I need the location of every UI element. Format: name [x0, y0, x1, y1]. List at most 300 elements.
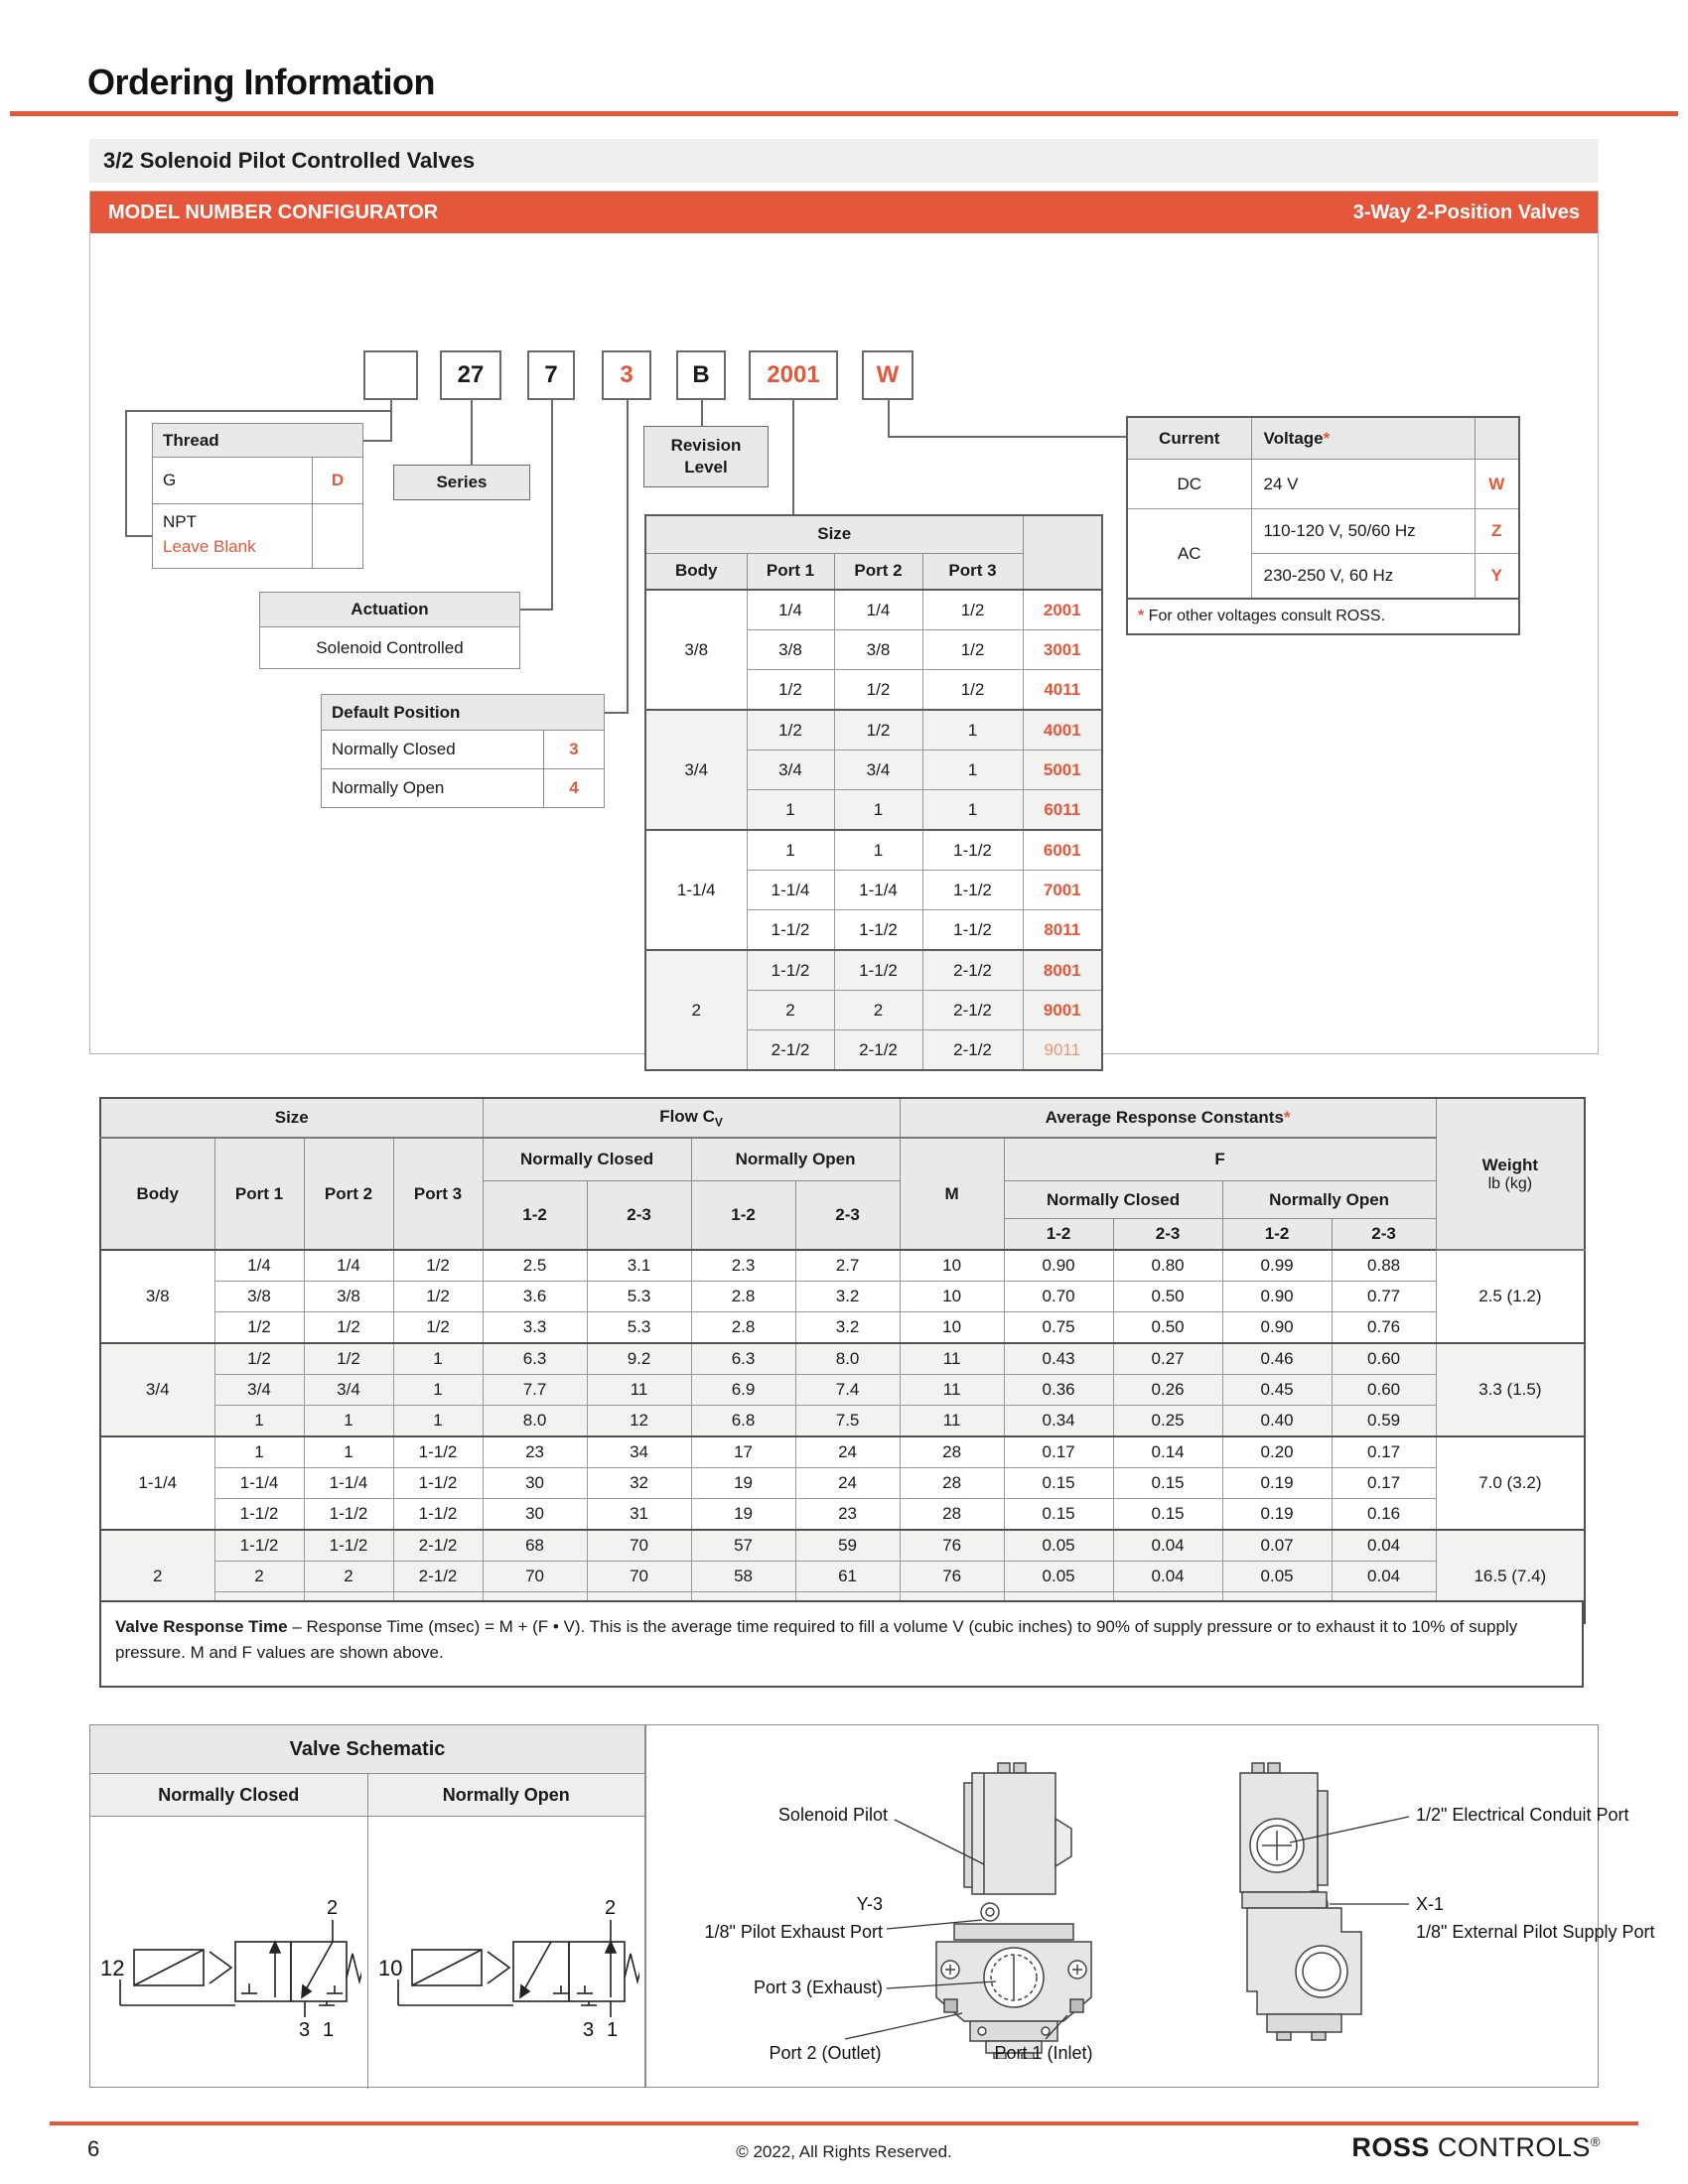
- current-cell: DC: [1127, 460, 1251, 509]
- spec-value-cell: 10: [900, 1250, 1004, 1282]
- port-size-cell: 1/2: [834, 710, 922, 751]
- spec-value-cell: 0.50: [1113, 1312, 1222, 1344]
- spec-subheader: 1-2: [1222, 1219, 1332, 1251]
- spec-value-cell: 6.3: [691, 1343, 795, 1375]
- spec-value-cell: 2.7: [795, 1250, 900, 1282]
- code-box-size: 2001: [749, 350, 838, 400]
- port-1-label: 1: [607, 2019, 619, 2041]
- port-size-cell: 1: [922, 790, 1023, 831]
- spec-value-cell: 3/8: [214, 1282, 304, 1312]
- spec-header-flow-no: Normally Open: [691, 1138, 900, 1181]
- spec-value-cell: 0.43: [1004, 1343, 1113, 1375]
- spec-value-cell: 1-1/2: [393, 1468, 483, 1499]
- spec-value-cell: 0.50: [1113, 1282, 1222, 1312]
- spec-value-cell: 0.15: [1113, 1468, 1222, 1499]
- spec-value-cell: 0.15: [1004, 1468, 1113, 1499]
- spec-value-cell: 30: [483, 1468, 587, 1499]
- spec-value-cell: 0.76: [1332, 1312, 1436, 1344]
- code-box-default-position: 3: [602, 350, 651, 400]
- spec-value-cell: 28: [900, 1499, 1004, 1531]
- spec-value-cell: 76: [900, 1530, 1004, 1562]
- valve-drawings-panel: [645, 1724, 1655, 2088]
- spec-value-cell: 3.2: [795, 1282, 900, 1312]
- spec-value-cell: 0.25: [1113, 1406, 1222, 1437]
- spec-value-cell: 1/2: [214, 1312, 304, 1344]
- spec-value-cell: 0.20: [1222, 1436, 1332, 1468]
- port-size-cell: 2-1/2: [922, 950, 1023, 991]
- spec-value-cell: 0.04: [1113, 1562, 1222, 1592]
- spec-value-cell: 6.8: [691, 1406, 795, 1437]
- current-cell: AC: [1127, 509, 1251, 600]
- spec-value-cell: 0.07: [1222, 1530, 1332, 1562]
- size-col-header: Port 1: [747, 553, 834, 590]
- port-size-cell: 1-1/2: [834, 910, 922, 951]
- size-col-header: Port 2: [834, 553, 922, 590]
- spec-value-cell: 1/4: [214, 1250, 304, 1282]
- spec-value-cell: 17: [691, 1436, 795, 1468]
- port-size-cell: 1/4: [747, 590, 834, 630]
- thread-option: [153, 504, 312, 568]
- port-3-label: 3: [299, 2019, 311, 2041]
- schematic-title: Valve Schematic: [90, 1725, 644, 1774]
- configurator-subtitle: 3-Way 2-Position Valves: [1352, 201, 1580, 223]
- spec-subheader: 1-2: [483, 1181, 587, 1251]
- schematic-divider: [367, 1815, 368, 2089]
- model-number-cell: 3001: [1023, 630, 1102, 670]
- code-box-thread: [363, 350, 418, 400]
- body-size-cell: 2: [645, 950, 747, 1070]
- connector-line: [888, 436, 1126, 438]
- spec-value-cell: 2-1/2: [393, 1530, 483, 1562]
- spec-row: [100, 1406, 1585, 1437]
- spec-value-cell: 32: [587, 1468, 691, 1499]
- spec-value-cell: 76: [900, 1562, 1004, 1592]
- callout-port3: Port 3 (Exhaust): [753, 1978, 883, 1997]
- spec-value-cell: 0.90: [1222, 1312, 1332, 1344]
- callout-port2: Port 2 (Outlet): [769, 2043, 882, 2063]
- connector-line: [471, 400, 473, 465]
- voltage-code-header: [1475, 417, 1519, 460]
- spec-value-cell: 0.05: [1222, 1562, 1332, 1592]
- model-number-cell: 5001: [1023, 751, 1102, 790]
- port-size-cell: 3/4: [834, 751, 922, 790]
- spec-value-cell: 0.15: [1113, 1499, 1222, 1531]
- spec-header-weight: [1436, 1098, 1585, 1250]
- spec-value-cell: 1/2: [393, 1282, 483, 1312]
- configurator-header: [90, 192, 1598, 233]
- connector-line: [605, 712, 629, 714]
- size-table-title: Size: [645, 515, 1023, 553]
- spec-body-cell: 3/4: [100, 1343, 214, 1436]
- weight-unit: lb (kg): [1487, 1174, 1533, 1192]
- port-size-cell: 3/8: [834, 630, 922, 670]
- spec-value-cell: 3.6: [483, 1282, 587, 1312]
- spec-value-cell: 24: [795, 1436, 900, 1468]
- copyright-text: © 2022, All Rights Reserved.: [736, 2142, 952, 2161]
- spec-value-cell: 0.99: [1222, 1250, 1332, 1282]
- code-box-revision: B: [676, 350, 726, 400]
- page-title: Ordering Information: [87, 62, 435, 102]
- port-size-cell: 1/4: [834, 590, 922, 630]
- port-size-cell: 3/8: [747, 630, 834, 670]
- thread-row-g: [153, 458, 362, 504]
- spec-value-cell: 3/4: [214, 1375, 304, 1406]
- voltage-table: [1126, 416, 1520, 635]
- spec-value-cell: 1-1/2: [393, 1436, 483, 1468]
- spec-value-cell: 8.0: [795, 1343, 900, 1375]
- spec-value-cell: 3/8: [304, 1282, 393, 1312]
- spec-value-cell: 28: [900, 1436, 1004, 1468]
- port-size-cell: 1-1/2: [922, 910, 1023, 951]
- port-size-cell: 2-1/2: [834, 1030, 922, 1071]
- size-table-row: [645, 830, 1102, 871]
- schematic-subheaders: [90, 1774, 644, 1817]
- model-configurator: [89, 191, 1599, 1059]
- thread-option-line2: Leave Blank: [163, 536, 256, 556]
- spec-value-cell: 70: [587, 1530, 691, 1562]
- spec-value-cell: 0.04: [1332, 1530, 1436, 1562]
- spec-weight-cell: 16.5 (7.4): [1436, 1530, 1585, 1623]
- spec-value-cell: 7.5: [795, 1406, 900, 1437]
- spec-value-cell: 3.1: [587, 1250, 691, 1282]
- spec-header-size: Size: [100, 1098, 483, 1138]
- code-box-voltage: W: [862, 350, 914, 400]
- flow-subscript: V: [714, 1115, 723, 1130]
- section-band: [89, 139, 1599, 183]
- port-2-label: 2: [605, 1897, 617, 1919]
- spec-value-cell: 0.34: [1004, 1406, 1113, 1437]
- spec-value-cell: 1/2: [214, 1343, 304, 1375]
- spec-value-cell: 0.05: [1004, 1530, 1113, 1562]
- spec-value-cell: 70: [483, 1562, 587, 1592]
- port-size-cell: 1: [834, 830, 922, 871]
- spec-header-m: M: [900, 1138, 1004, 1250]
- code-box-series: 27: [440, 350, 501, 400]
- spec-value-cell: 1-1/2: [304, 1530, 393, 1562]
- note-text: – Response Time (msec) = M + (F • V). This is the average time required to fill a volume V (cubic inches) to 90% of supply pressure or to exhaust it to 10% of supply pressure. M and F values are shown above.: [115, 1617, 1518, 1663]
- spec-value-cell: 11: [587, 1375, 691, 1406]
- callout-y3: Y-3: [856, 1894, 883, 1914]
- size-table-row: [645, 590, 1102, 630]
- spec-value-cell: 0.60: [1332, 1343, 1436, 1375]
- port-size-cell: 1/2: [834, 670, 922, 711]
- nc-schematic-diagram: [98, 1894, 361, 2043]
- connector-line: [520, 609, 553, 611]
- spec-value-cell: 1-1/2: [304, 1499, 393, 1531]
- thread-table: [152, 458, 363, 569]
- spec-value-cell: 8.0: [483, 1406, 587, 1437]
- spec-value-cell: 0.40: [1222, 1406, 1332, 1437]
- spec-value-cell: 0.80: [1113, 1250, 1222, 1282]
- port-size-cell: 1-1/2: [747, 950, 834, 991]
- spec-value-cell: 0.26: [1113, 1375, 1222, 1406]
- revision-line1: Revision: [670, 435, 742, 455]
- spec-value-cell: 0.70: [1004, 1282, 1113, 1312]
- size-table-row: [645, 710, 1102, 751]
- model-number-cell: 8011: [1023, 910, 1102, 951]
- spec-value-cell: 0.59: [1332, 1406, 1436, 1437]
- spec-value-cell: 28: [900, 1468, 1004, 1499]
- model-column-header: [1023, 515, 1102, 590]
- spec-row: [100, 1436, 1585, 1468]
- spec-value-cell: 0.17: [1332, 1436, 1436, 1468]
- revision-line2: Level: [684, 458, 728, 477]
- spec-subheader: 1-2: [691, 1181, 795, 1251]
- spec-subheader: 2-3: [1332, 1219, 1436, 1251]
- port-size-cell: 2: [834, 991, 922, 1030]
- model-number-cell: 2001: [1023, 590, 1102, 630]
- brand-regular: CONTROLS: [1429, 2132, 1591, 2162]
- spec-body-cell: 2: [100, 1530, 214, 1623]
- port-size-cell: 2: [747, 991, 834, 1030]
- spec-header-response: Average Response Constants*: [900, 1098, 1436, 1138]
- port-size-cell: 2-1/2: [747, 1030, 834, 1071]
- spec-value-cell: 0.46: [1222, 1343, 1332, 1375]
- port-size-cell: 1-1/4: [747, 871, 834, 910]
- port-size-cell: 1-1/2: [922, 830, 1023, 871]
- port-size-cell: 1-1/2: [834, 950, 922, 991]
- callout-pilot-exhaust: 1/8" Pilot Exhaust Port: [704, 1922, 883, 1942]
- no-schematic-diagram: [376, 1894, 639, 2043]
- spec-value-cell: 1: [393, 1375, 483, 1406]
- spec-value-cell: 0.90: [1004, 1250, 1113, 1282]
- spec-value-cell: 5.3: [587, 1312, 691, 1344]
- spec-value-cell: 1/2: [393, 1312, 483, 1344]
- spec-value-cell: 1: [393, 1343, 483, 1375]
- voltage-code-cell: W: [1475, 460, 1519, 509]
- spec-value-cell: 2.8: [691, 1312, 795, 1344]
- voltage-code-cell: Z: [1475, 509, 1519, 554]
- port-size-cell: 2-1/2: [922, 1030, 1023, 1071]
- spec-header-flow-nc: Normally Closed: [483, 1138, 691, 1181]
- footnote-asterisk: *: [1138, 608, 1145, 624]
- port-size-cell: 2-1/2: [922, 991, 1023, 1030]
- size-col-header: Port 3: [922, 553, 1023, 590]
- voltage-cell: 24 V: [1251, 460, 1475, 509]
- schematic-no-label: Normally Open: [442, 1784, 570, 1805]
- port-size-cell: 1/2: [747, 710, 834, 751]
- spec-weight-cell: 7.0 (3.2): [1436, 1436, 1585, 1530]
- spec-value-cell: 0.36: [1004, 1375, 1113, 1406]
- spec-value-cell: 2.5: [483, 1250, 587, 1282]
- spec-value-cell: 31: [587, 1499, 691, 1531]
- spec-value-cell: 68: [483, 1530, 587, 1562]
- size-table-row: [645, 950, 1102, 991]
- spec-value-cell: 0.14: [1113, 1436, 1222, 1468]
- port-size-cell: 1-1/4: [834, 871, 922, 910]
- port-1-label: 1: [323, 2019, 335, 2041]
- connector-line: [125, 535, 152, 537]
- model-number-cell: 7001: [1023, 871, 1102, 910]
- spec-value-cell: 1/2: [393, 1250, 483, 1282]
- voltage-row: [1127, 509, 1519, 554]
- spec-value-cell: 2: [214, 1562, 304, 1592]
- spec-row: [100, 1312, 1585, 1344]
- voltage-row: [1127, 460, 1519, 509]
- default-position-code: 3: [543, 731, 604, 768]
- connector-line: [125, 410, 127, 537]
- brand-bold: ROSS: [1351, 2132, 1430, 2162]
- spec-value-cell: 1: [214, 1436, 304, 1468]
- port-size-cell: 1/2: [922, 590, 1023, 630]
- voltage-code-cell: Y: [1475, 554, 1519, 600]
- voltage-cell: 110-120 V, 50/60 Hz: [1251, 509, 1475, 554]
- spec-value-cell: 1: [304, 1406, 393, 1437]
- spec-value-cell: 61: [795, 1562, 900, 1592]
- spec-value-cell: 5.3: [587, 1282, 691, 1312]
- connector-line: [125, 410, 391, 412]
- port-size-cell: 1/2: [747, 670, 834, 711]
- spec-value-cell: 2-1/2: [393, 1562, 483, 1592]
- spec-value-cell: 7.7: [483, 1375, 587, 1406]
- spec-header-port1: Port 1: [214, 1138, 304, 1250]
- spec-value-cell: 0.04: [1332, 1562, 1436, 1592]
- port-size-cell: 1/2: [922, 630, 1023, 670]
- spec-value-cell: 1/2: [304, 1312, 393, 1344]
- header-rule: [10, 111, 1678, 116]
- spec-value-cell: 1: [393, 1406, 483, 1437]
- note-title: Valve Response Time: [115, 1617, 288, 1636]
- default-position-option: Normally Closed: [332, 739, 456, 758]
- model-number-cell: 8001: [1023, 950, 1102, 991]
- spec-table: [99, 1097, 1586, 1624]
- schematic-nc-label: Normally Closed: [90, 1774, 368, 1816]
- model-number-cell: 4011: [1023, 670, 1102, 711]
- voltage-col-header: Current: [1127, 417, 1251, 460]
- spec-row: [100, 1499, 1585, 1531]
- thread-option: G: [163, 470, 177, 489]
- code-box-actuation: 7: [527, 350, 575, 400]
- model-number-cell: 6001: [1023, 830, 1102, 871]
- spec-value-cell: 57: [691, 1530, 795, 1562]
- spec-header-port2: Port 2: [304, 1138, 393, 1250]
- page-number: 6: [87, 2136, 100, 2161]
- port-size-cell: 1: [747, 790, 834, 831]
- spec-value-cell: 1: [304, 1436, 393, 1468]
- spec-subheader: 2-3: [1113, 1219, 1222, 1251]
- port-3-label: 3: [583, 2019, 595, 2041]
- voltage-col-header: Voltage*: [1251, 417, 1475, 460]
- no-pilot-port-label: 10: [378, 1956, 403, 1980]
- port-size-cell: 3/4: [747, 751, 834, 790]
- spec-value-cell: 1-1/2: [214, 1499, 304, 1531]
- actuation-header: Actuation: [259, 592, 520, 627]
- size-col-header: Body: [645, 553, 747, 590]
- spec-weight-cell: 3.3 (1.5): [1436, 1343, 1585, 1436]
- spec-value-cell: 3/4: [304, 1375, 393, 1406]
- model-number-cell: 9001: [1023, 991, 1102, 1030]
- model-number-cell: 9011: [1023, 1030, 1102, 1071]
- spec-value-cell: 19: [691, 1499, 795, 1531]
- model-number-cell: 6011: [1023, 790, 1102, 831]
- registered-mark: ®: [1590, 2134, 1601, 2149]
- spec-header-flow: Flow $C_V$: [483, 1098, 900, 1138]
- spec-body-cell: 1-1/4: [100, 1436, 214, 1530]
- spec-value-cell: 11: [900, 1406, 1004, 1437]
- spec-value-cell: 0.77: [1332, 1282, 1436, 1312]
- port-size-cell: 1: [834, 790, 922, 831]
- default-position-header: Default Position: [321, 694, 605, 731]
- spec-value-cell: 12: [587, 1406, 691, 1437]
- spec-value-cell: 1-1/4: [304, 1468, 393, 1499]
- port-size-cell: 1-1/2: [922, 871, 1023, 910]
- spec-value-cell: 3.2: [795, 1312, 900, 1344]
- spec-value-cell: 0.16: [1332, 1499, 1436, 1531]
- connector-line: [792, 400, 794, 514]
- footer-rule: [50, 2121, 1638, 2125]
- spec-header-port3: Port 3: [393, 1138, 483, 1250]
- spec-value-cell: 1-1/4: [214, 1468, 304, 1499]
- port-size-cell: 1/2: [922, 670, 1023, 711]
- spec-row: [100, 1282, 1585, 1312]
- configurator-title: MODEL NUMBER CONFIGURATOR: [108, 201, 439, 223]
- spec-weight-cell: 2.5 (1.2): [1436, 1250, 1585, 1343]
- spec-value-cell: 0.88: [1332, 1250, 1436, 1282]
- spec-value-cell: 1: [214, 1406, 304, 1437]
- thread-code: [312, 504, 362, 568]
- spec-subheader: 2-3: [587, 1181, 691, 1251]
- model-number-cell: 4001: [1023, 710, 1102, 751]
- callout-port1: Port 1 (Inlet): [994, 2043, 1093, 2063]
- spec-value-cell: 30: [483, 1499, 587, 1531]
- spec-value-cell: 0.17: [1332, 1468, 1436, 1499]
- port-size-cell: 1: [922, 751, 1023, 790]
- voltage-footnote-row: [1127, 599, 1519, 634]
- response-time-note: [99, 1600, 1584, 1688]
- default-position-option: Normally Open: [332, 777, 445, 797]
- spec-value-cell: 10: [900, 1312, 1004, 1344]
- connector-line: [390, 400, 392, 442]
- spec-header-body: Body: [100, 1138, 214, 1250]
- spec-value-cell: 1-1/2: [393, 1499, 483, 1531]
- spec-value-cell: 0.15: [1004, 1499, 1113, 1531]
- spec-value-cell: 6.3: [483, 1343, 587, 1375]
- nc-pilot-port-label: 12: [100, 1956, 125, 1980]
- port-size-cell: 1-1/2: [747, 910, 834, 951]
- spec-header-f: F: [1004, 1138, 1436, 1181]
- spec-value-cell: 10: [900, 1282, 1004, 1312]
- spec-value-cell: 0.75: [1004, 1312, 1113, 1344]
- body-size-cell: 3/8: [645, 590, 747, 710]
- spec-value-cell: 11: [900, 1343, 1004, 1375]
- callout-conduit-port: 1/2" Electrical Conduit Port: [1416, 1805, 1629, 1825]
- connector-line: [551, 400, 553, 611]
- spec-value-cell: 2.8: [691, 1282, 795, 1312]
- spec-value-cell: 0.19: [1222, 1499, 1332, 1531]
- spec-row: [100, 1375, 1585, 1406]
- default-position-table: [321, 731, 605, 808]
- thread-header: Thread: [152, 423, 363, 458]
- connector-line: [627, 400, 629, 714]
- port-2-label: 2: [327, 1897, 339, 1919]
- voltage-cell: 230-250 V, 60 Hz: [1251, 554, 1475, 600]
- connector-line: [363, 440, 391, 442]
- default-position-row: [322, 769, 604, 807]
- port-size-cell: 1: [922, 710, 1023, 751]
- thread-code: D: [312, 458, 362, 503]
- actuation-value: Solenoid Controlled: [259, 627, 520, 669]
- spec-value-cell: 0.05: [1004, 1562, 1113, 1592]
- spec-row: [100, 1530, 1585, 1562]
- body-size-cell: 1-1/4: [645, 830, 747, 950]
- spec-value-cell: 70: [587, 1562, 691, 1592]
- spec-value-cell: 3.3: [483, 1312, 587, 1344]
- spec-value-cell: 1/2: [304, 1343, 393, 1375]
- spec-value-cell: 58: [691, 1562, 795, 1592]
- voltage-footnote: * For other voltages consult ROSS.: [1127, 599, 1519, 634]
- spec-value-cell: 19: [691, 1468, 795, 1499]
- valve-schematic-panel: [89, 1724, 645, 2088]
